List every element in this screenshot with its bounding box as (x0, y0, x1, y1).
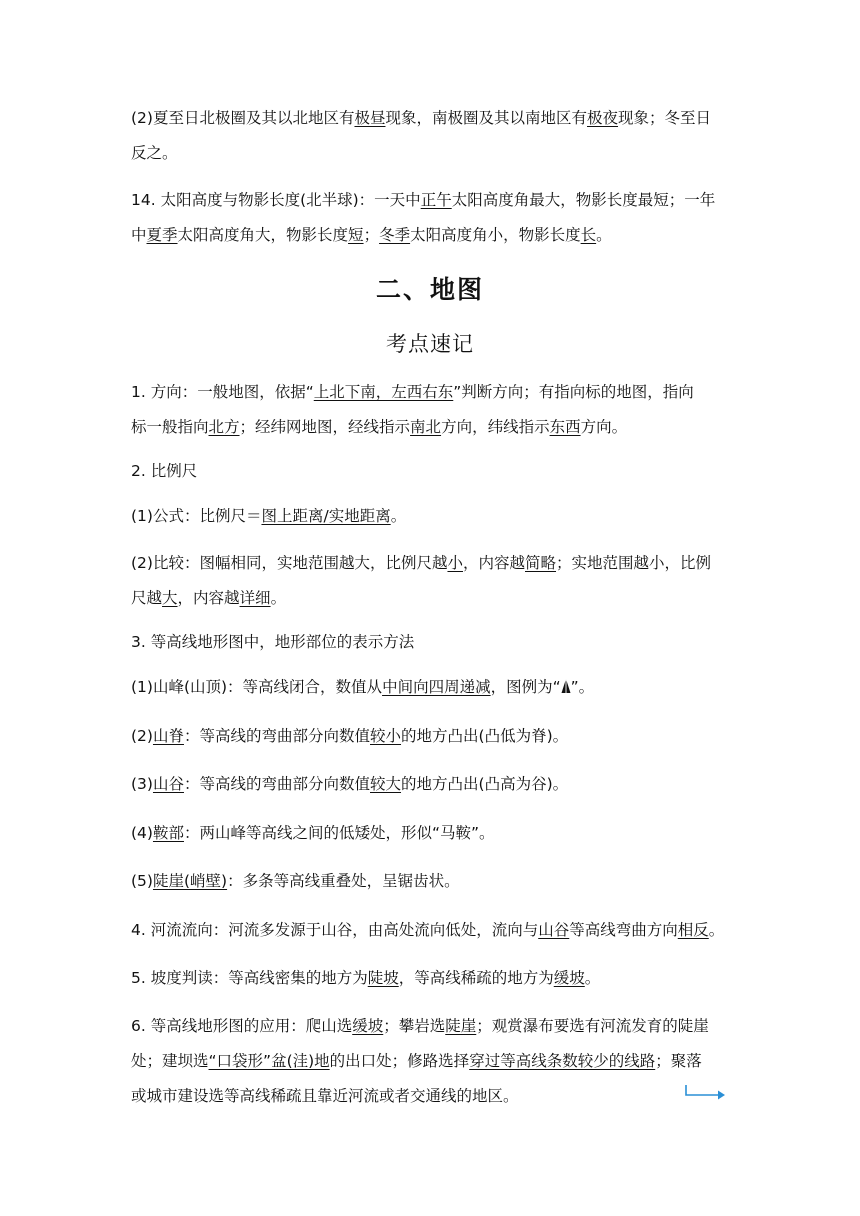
paragraph-1-line-1: 1. 方向：一般地图，依据“上北下南，左西右东”判断方向；有指向标的地图，指向 (131, 383, 694, 401)
paragraph-2-formula: (1)公式：比例尺＝图上距离/实地距离。 (131, 507, 407, 525)
paragraph-3-valley: (3)山谷：等高线的弯曲部分向数值较大的地方凸出(凸高为谷)。 (131, 775, 569, 793)
underlined-term: 缓坡 (352, 1017, 384, 1035)
paragraph-6-line-3: 或城市建设选等高线稀疏且靠近河流或者交通线的地区。 (131, 1087, 519, 1105)
underlined-term: 缓坡 (553, 969, 585, 987)
underlined-term: 小 (447, 554, 463, 572)
underlined-term: 穿过等高线条数较少的线路 (469, 1052, 656, 1070)
underlined-term: 南北 (410, 418, 442, 436)
underlined-term: 短 (348, 226, 364, 244)
paragraph-3-peak: (1)山峰(山顶)：等高线闭合，数值从中间向四周递减，图例为“ ”。 (131, 678, 595, 696)
paragraph-6-line-2: 处；建坝选“口袋形”盆(洼)地的出口处；修路选择穿过等高线条数较少的线路；聚落 (131, 1052, 702, 1070)
underlined-term: 简略 (525, 554, 557, 572)
paragraph-2-title: 2. 比例尺 (131, 462, 198, 480)
section-title: 二、地图 (375, 275, 484, 304)
paragraph-5: 5. 坡度判读：等高线密集的地方为陡坡，等高线稀疏的地方为缓坡。 (131, 969, 601, 987)
underlined-term: 夏季 (146, 226, 178, 244)
paragraph-3-ridge: (2)山脊：等高线的弯曲部分向数值较小的地方凸出(凸低为脊)。 (131, 727, 569, 745)
underlined-term: 陡崖 (445, 1017, 477, 1035)
underlined-term: 东西 (549, 418, 581, 436)
underlined-term: 冬季 (379, 226, 411, 244)
underlined-term: 详细 (239, 589, 271, 607)
underlined-term: 极夜 (587, 109, 619, 127)
underlined-term: 中间向四周递减 (382, 678, 491, 696)
paragraph-13-2-line-2: 反之。 (131, 144, 178, 162)
underlined-term: “口袋形”盆(洼)地 (208, 1052, 330, 1070)
underlined-term: 正午 (420, 191, 452, 209)
underlined-term: 山脊 (152, 727, 184, 745)
paragraph-3-saddle: (4)鞍部：两山峰等高线之间的低矮处，形似“马鞍”。 (131, 824, 495, 842)
underlined-term: 北方 (208, 418, 240, 436)
next-page-arrow-icon[interactable] (684, 1083, 726, 1101)
underlined-term: 相反 (677, 921, 709, 939)
paragraph-3-title: 3. 等高线地形图中，地形部位的表示方法 (131, 633, 415, 651)
underlined-term: 较小 (370, 727, 402, 745)
paragraph-2-compare-line-1: (2)比较：图幅相同，实地范围越大，比例尺越小，内容越简略；实地范围越小，比例 (131, 554, 712, 572)
paragraph-6-line-1: 6. 等高线地形图的应用：爬山选缓坡；攀岩选陡崖；观赏瀑布要选有河流发育的陡崖 (131, 1017, 709, 1035)
underlined-term: 大 (162, 589, 178, 607)
paragraph-3-cliff: (5)陡崖(峭壁)：多条等高线重叠处，呈锯齿状。 (131, 872, 460, 890)
paragraph-2-compare-line-2: 尺越大，内容越详细。 (131, 589, 287, 607)
paragraph-4: 4. 河流流向：河流多发源于山谷，由高处流向低处，流向与山谷等高线弯曲方向相反。 (131, 921, 725, 939)
section-subtitle: 考点速记 (386, 332, 474, 356)
underlined-term: 鞍部 (152, 824, 184, 842)
underlined-term: 较大 (370, 775, 402, 793)
underlined-term: 长 (580, 226, 597, 244)
underlined-term: 山谷 (538, 921, 570, 939)
underlined-term: 陡坡 (367, 969, 399, 987)
peak-symbol-icon (561, 679, 571, 693)
underlined-term: 陡崖(峭壁) (152, 872, 228, 890)
underlined-term: 图上距离/实地距离 (261, 507, 391, 525)
paragraph-13-2-line-1: (2)夏至日北极圈及其以北地区有极昼现象，南极圈及其以南地区有极夜现象；冬至日 (131, 109, 712, 127)
underlined-term: 山谷 (152, 775, 184, 793)
paragraph-14-line-2: 中夏季太阳高度角大，物影长度短；冬季太阳高度角小，物影长度长。 (131, 226, 612, 244)
underlined-term: 上北下南，左西右东 (313, 383, 454, 401)
paragraph-14-line-1: 14. 太阳高度与物影长度(北半球)：一天中正午太阳高度角最大，物影长度最短；一年 (131, 191, 716, 209)
paragraph-1-line-2: 标一般指向北方；经纬网地图，经线指示南北方向，纬线指示东西方向。 (131, 418, 628, 436)
underlined-term: 极昼 (354, 109, 386, 127)
